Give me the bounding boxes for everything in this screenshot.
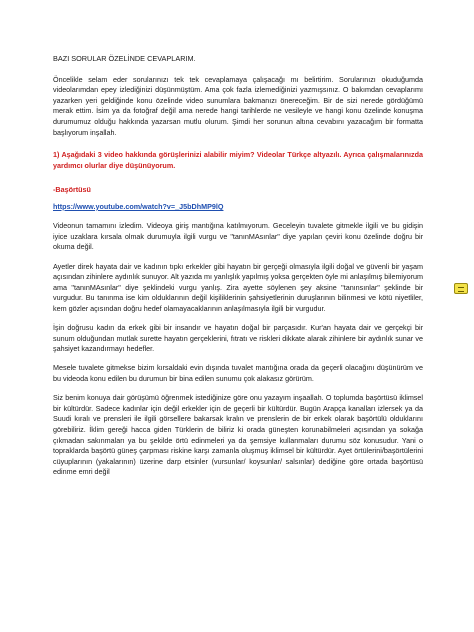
- body-paragraph: Ayetler direk hayata dair ve kadının tıpkı erkekler gibi hayatın bir gerçeği olmasıyla ilgili doğal ve güvenli bir yaşam açısından zihinlere aydınlık sunuyor. Alt yazıda mı yanlışlık yapılmış yoksa gerçekten öyle mi anlaşılmış bilemiyorum ama "tanınMAsınlar" diye şeklindeki vurgu yanlış. Zira ayette söylenen şey aksine "tanınsınlar" şeklinde bir vurgudur. Bu tanınma ise kim olduklarının değil kişiliklerinin şahsiyetlerinin duruşlarının bilinmesi ve kötü niyetliler, kem gözler açısından doğru hedef olamayacaklarının anlaşılmasıyla ilgili bir vurgudur.: [53, 261, 423, 313]
- document-page: [53, 54, 423, 487]
- body-paragraph: Mesele tuvalete gitmekse bizim kırsaldaki evin dışında tuvalet mantığına orada da geçerli olacağını düşünürüm ve bu videoda konu edilen bu durumun bir bina edilen sunumu çok alakasız görürüm.: [53, 363, 423, 384]
- body-paragraph: İşin doğrusu kadın da erkek gibi bir insandır ve hayatın doğal bir parçasıdır. Kur'an hayata dair ve gerçekçi bir sunum olduğundan mutlak surette hayatın gerçeklerini, fıtratı ve riskleri dikkate alarak zihinlere bir aydınlık sunar ve şahsiyet kazandırmayı hedefler.: [53, 323, 423, 354]
- video-link[interactable]: https://www.youtube.com/watch?v=_J5bDhMP9lQ: [53, 201, 224, 211]
- document-title: BAZI SORULAR ÖZELİNDE CEVAPLARIM.: [53, 54, 196, 63]
- intro-paragraph: Öncelikle selam eder sorularınızı tek tek cevaplamaya çalışacağı mı belirtirim. Sorularınızı okuduğumda videolarımdan epey izlediğinizi düşünmüştüm. Ama çok fazla izlemediğinizi yazmışsınız. O bakımdan cevaplarımı yazarken yeri geldiğinde konu özelinde video sunumlara bakmanızı önereceğim. Bir de sizi nerede gördüğümü merak ettim. İsim ya da fotoğraf değil ama nerede hangi tarihlerde ne vesileyle ve hangi konu özelinde konuşma durumumuz olduğu hakkında yazarsan mutlu olurum. Şimdi her sorunun altına cevabını yazacağım bir formatta başlıyorum inşallah.: [53, 74, 423, 137]
- body-paragraph: Siz benim konuya dair görüşümü öğrenmek istediğinize göre onu yazayım inşaallah. O toplumda başörtüsü iklimsel bir kültürdür. Sadece kadınlar için değil erkekler için de geçerli bir kültürdür. Bugün Arapça kanalları izlersek ya da Suudi kıralı ve prensleri ile ilgili görsellere bakarsak kralın ve prenslerin de bir erkek olarak başörtülü olduklarını görebiliriz. İklim gereği hacca giden Türklerin de biliriz ki orada güneşten korunabilmeleri açısından ya sokağa çıkmadan sakınmaları ya bu şekilde örtü edinmeleri ya da şemsiye kullanmaları durumu söz konusudur. Yani o topraklarda başörtü güneş çarpması riskine karşı zamanla oluşmuş iklimsel bir kültürdür. Ayet örtülerini/başörtülerini cüyuplarının (yakalarının) üzerine darp etsinler (vursunlar/ koysunlar/ salsınlar) dediğine göre ortada başörtüsü edinme emri değil: [53, 393, 423, 477]
- question-text: 1) Aşağıdaki 3 video hakkında görüşlerinizi alabilir miyim? Videolar Türkçe altyazılı. Ayrıca çalışmalarınızda yardımcı olurlar diye düşünüyorum.: [53, 150, 423, 170]
- comment-note-icon[interactable]: [454, 283, 468, 294]
- section-heading: -Başörtüsü: [53, 185, 91, 195]
- body-paragraph: Videonun tamamını izledim. Videoya giriş mantığına katılmıyorum. Geceleyin tuvalete gitmekle ilgili ve bu gidişin iyice uzaklara kırsala olmak durumuyla ilgili vurgu ve "tanınMAsınlar" diye yapılan çeviri konu özelinde doğru bir okuma değil.: [53, 221, 423, 252]
